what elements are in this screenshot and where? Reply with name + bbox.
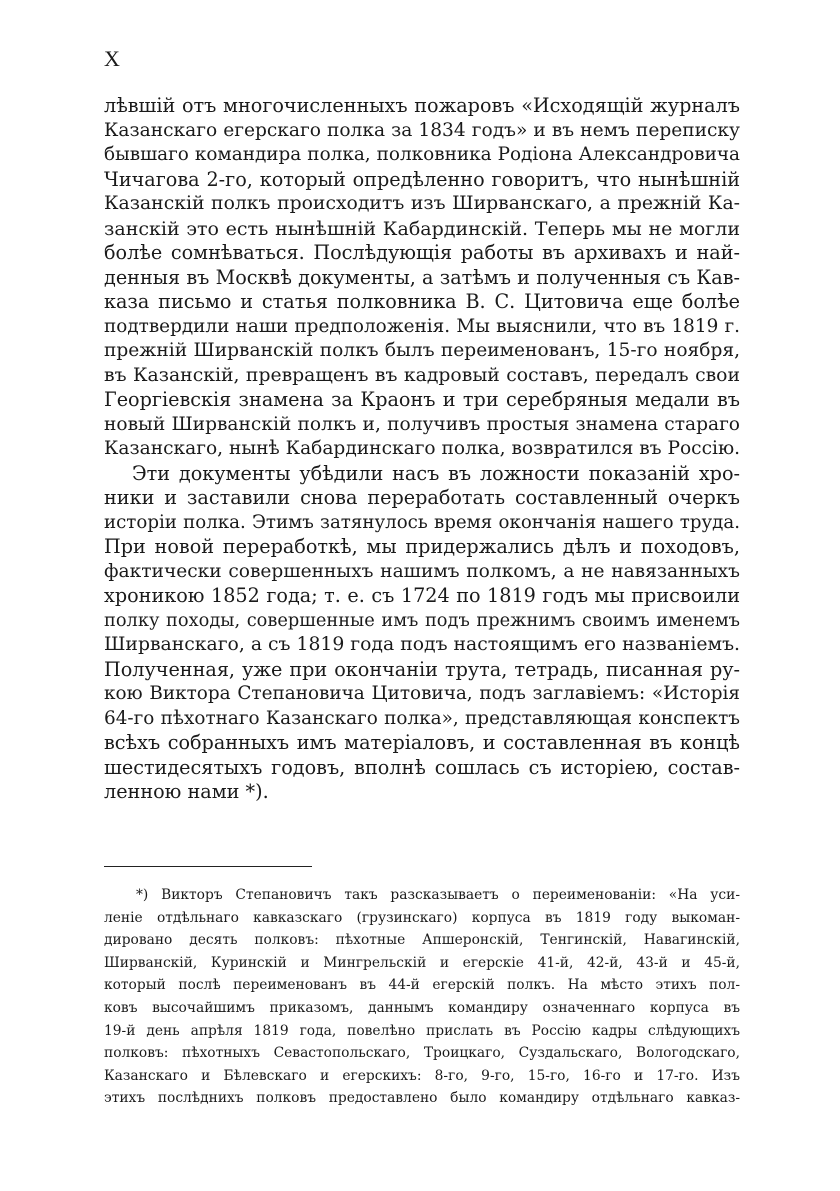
text-line: Георгіевскія знамена за Краонъ и три серебряныя медали въ xyxy=(104,388,740,411)
text-line: При новой переработкѣ, мы придержались дѣлъ и походовъ, xyxy=(104,535,740,558)
footnote xyxy=(104,884,740,1110)
text-line: ленною нами *). xyxy=(104,780,269,803)
footnote-line: леніе отдѣльнаго кавказскаго (грузинскаго) корпуса въ 1819 году выкоман- xyxy=(104,909,740,926)
text-line: болѣе сомнѣваться. Послѣдующія работы въ архивахъ и най- xyxy=(104,241,740,264)
text-line: Казанскій полкъ происходитъ изъ Ширванскаго, а прежній Ка- xyxy=(104,193,740,214)
footnote-line: дировано десять полковъ: пѣхотные Апшеронскій, Тенгинскій, Навагинскій, xyxy=(104,932,740,949)
footnote-line: который послѣ переименованъ въ 44-й егерскій полкъ. На мѣсто этихъ пол- xyxy=(104,977,740,994)
page-number: X xyxy=(104,46,120,71)
text-line: лѣвшій отъ многочисленныхъ пожаровъ «Исходящій журналъ xyxy=(104,94,740,117)
text-line: хроникою 1852 года; т. е. съ 1724 по 1819 годъ мы присвоили xyxy=(104,584,740,607)
footnote-line: 19-й день апрѣля 1819 года, повелѣно прислать въ Россію кадры слѣдующихъ xyxy=(104,1022,740,1039)
text-line: занскій это есть нынѣшній Кабардинскій. Теперь мы не могли xyxy=(104,217,740,240)
text-line: денныя въ Москвѣ документы, а затѣмъ и полученныя съ Кав- xyxy=(104,265,740,289)
footnote-line: Ширванскій, Куринскій и Мингрельскій и егерскіе 41-й, 42-й, 43-й и 45-й, xyxy=(104,954,740,971)
text-line: новый Ширванскій полкъ и, получивъ простыя знамена стараго xyxy=(104,413,740,435)
footnote-line: Казанскаго и Бѣлевскаго и егерскихъ: 8-го, 9-го, 15-го, 16-го и 17-го. Изъ xyxy=(104,1067,740,1084)
text-line: фактически совершенныхъ нашимъ полкомъ, а не навязанныхъ xyxy=(104,560,740,582)
text-line: прежній Ширванскій полкъ былъ переименованъ, 15-го ноября, xyxy=(104,340,740,361)
text-line: шестидесятыхъ годовъ, вполнѣ сошлась съ исторіею, состав- xyxy=(104,755,740,779)
text-line: кою Виктора Степановича Цитовича, подъ заглавіемъ: «Исторія xyxy=(104,683,740,704)
text-line: Чичагова 2-го, который опредѣленно говоритъ, что нынѣшній xyxy=(104,167,740,191)
text-line: 64-го пѣхотнаго Казанскаго полка», представляющая конспектъ xyxy=(104,707,740,729)
text-line: Казанскаго, нынѣ Кабардинскаго полка, возвратился въ Россію. xyxy=(104,438,741,459)
body-text xyxy=(104,94,740,805)
text-line: ники и заставили снова переработать составленный очеркъ xyxy=(104,486,740,509)
text-line: бывшаго командира полка, полковника Родіона Александровича xyxy=(104,144,740,165)
text-line: каза письмо и статья полковника В. С. Цитовича еще болѣе xyxy=(104,290,740,313)
text-line: Эти документы убѣдили насъ въ ложности показаній хро- xyxy=(132,461,740,485)
text-line: въ Казанскій, превращенъ въ кадровый составъ, передалъ свои xyxy=(104,364,740,386)
footnote-line: ковъ высочайшимъ приказомъ, даннымъ командиру означеннаго корпуса въ xyxy=(104,999,740,1016)
footnote-line: этихъ послѣднихъ полковъ предоставлено было командиру отдѣльнаго кавказ- xyxy=(104,1090,740,1107)
text-line: полку походы, совершенные имъ подъ прежнимъ своимъ именемъ xyxy=(104,609,740,631)
text-line: Ширванскаго, а съ 1819 года подъ настоящимъ его названіемъ. xyxy=(104,634,740,655)
footnote-line: *) Викторъ Степановичъ такъ разсказываетъ о переименованіи: «На уси- xyxy=(136,887,740,903)
text-line: Полученная, уже при окончаніи трута, тетрадь, писанная ру- xyxy=(104,657,740,681)
text-line: Казанскаго егерскаго полка за 1834 годъ» и въ немъ переписку xyxy=(104,119,740,141)
text-line: исторіи полка. Этимъ затянулось время окончанія нашего труда. xyxy=(104,511,740,533)
footnote-line: полковъ: пѣхотныхъ Севастопольскаго, Троицкаго, Суздальскаго, Вологодскаго, xyxy=(104,1045,740,1062)
text-line: всѣхъ собранныхъ имъ матеріаловъ, и составленная въ концѣ xyxy=(104,731,740,754)
footnote-divider xyxy=(104,866,312,867)
text-line: подтвердили наши предположенія. Мы выяснили, что въ 1819 г. xyxy=(104,315,740,337)
